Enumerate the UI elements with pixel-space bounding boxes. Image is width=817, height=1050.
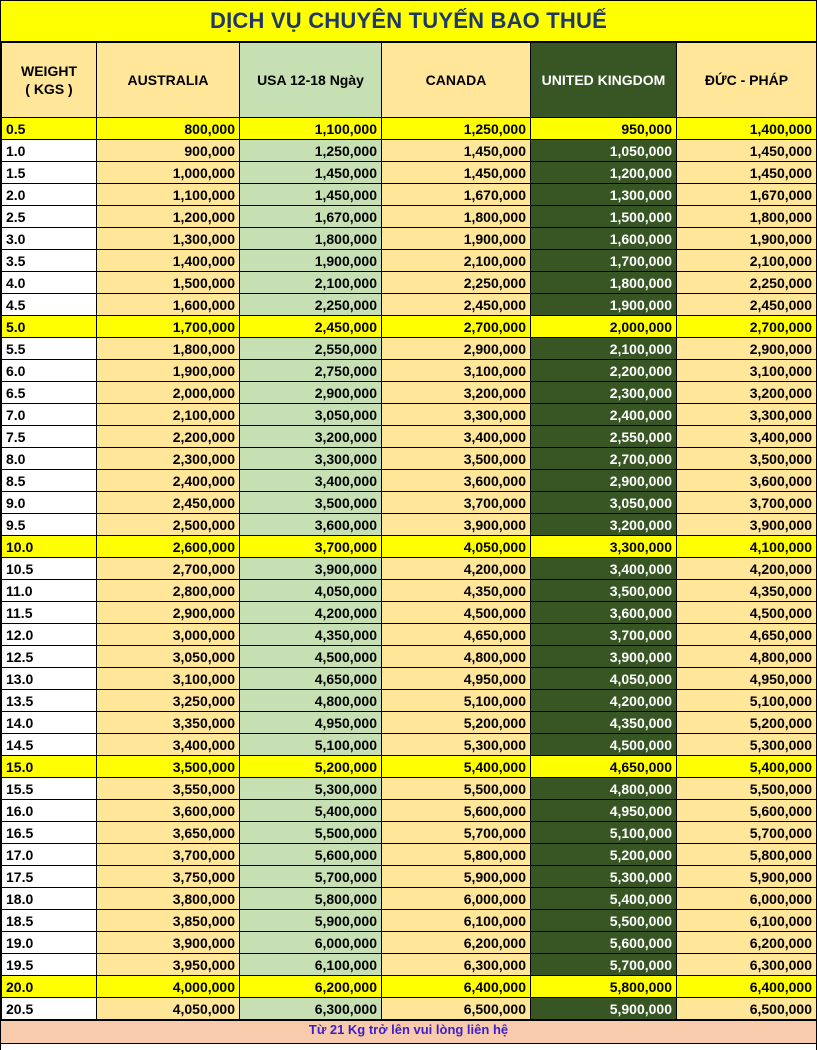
cell-germany-france: 4,100,000	[677, 536, 817, 558]
cell-united-kingdom: 2,900,000	[531, 470, 677, 492]
table-row	[2, 492, 817, 514]
table-row	[2, 118, 817, 140]
cell-germany-france: 4,950,000	[677, 668, 817, 690]
cell-usa: 2,750,000	[240, 360, 382, 382]
cell-canada: 4,500,000	[382, 602, 531, 624]
cell-weight: 3.5	[2, 250, 97, 272]
table-row	[2, 162, 817, 184]
cell-weight: 4.5	[2, 294, 97, 316]
cell-usa: 3,600,000	[240, 514, 382, 536]
cell-usa: 5,400,000	[240, 800, 382, 822]
cell-united-kingdom: 3,300,000	[531, 536, 677, 558]
table-row	[2, 866, 817, 888]
cell-weight: 8.5	[2, 470, 97, 492]
cell-usa: 4,350,000	[240, 624, 382, 646]
cell-canada: 3,200,000	[382, 382, 531, 404]
table-row	[2, 338, 817, 360]
cell-weight: 11.0	[2, 580, 97, 602]
cell-germany-france: 5,300,000	[677, 734, 817, 756]
table-row	[2, 206, 817, 228]
cell-weight: 5.0	[2, 316, 97, 338]
table-row	[2, 184, 817, 206]
table-row	[2, 976, 817, 998]
cell-weight: 12.5	[2, 646, 97, 668]
cell-germany-france: 2,100,000	[677, 250, 817, 272]
cell-canada: 6,100,000	[382, 910, 531, 932]
cell-usa: 6,100,000	[240, 954, 382, 976]
cell-united-kingdom: 1,500,000	[531, 206, 677, 228]
cell-united-kingdom: 1,900,000	[531, 294, 677, 316]
cell-canada: 1,450,000	[382, 162, 531, 184]
cell-weight: 5.5	[2, 338, 97, 360]
table-row	[2, 250, 817, 272]
cell-usa: 5,200,000	[240, 756, 382, 778]
cell-usa: 4,050,000	[240, 580, 382, 602]
cell-weight: 15.5	[2, 778, 97, 800]
cell-germany-france: 5,600,000	[677, 800, 817, 822]
cell-australia: 4,050,000	[97, 998, 240, 1020]
cell-united-kingdom: 3,200,000	[531, 514, 677, 536]
cell-canada: 6,400,000	[382, 976, 531, 998]
cell-canada: 4,650,000	[382, 624, 531, 646]
cell-united-kingdom: 4,650,000	[531, 756, 677, 778]
cell-canada: 5,400,000	[382, 756, 531, 778]
cell-canada: 3,400,000	[382, 426, 531, 448]
header-weight-unit: ( KGS )	[25, 81, 73, 97]
cell-germany-france: 1,450,000	[677, 140, 817, 162]
cell-canada: 4,950,000	[382, 668, 531, 690]
cell-canada: 5,800,000	[382, 844, 531, 866]
cell-weight: 4.0	[2, 272, 97, 294]
cell-weight: 3.0	[2, 228, 97, 250]
cell-united-kingdom: 2,200,000	[531, 360, 677, 382]
table-row	[2, 272, 817, 294]
cell-united-kingdom: 5,500,000	[531, 910, 677, 932]
cell-germany-france: 6,300,000	[677, 954, 817, 976]
cell-canada: 4,200,000	[382, 558, 531, 580]
cell-usa: 3,900,000	[240, 558, 382, 580]
cell-australia: 3,000,000	[97, 624, 240, 646]
table-row	[2, 822, 817, 844]
cell-australia: 3,350,000	[97, 712, 240, 734]
cell-germany-france: 3,200,000	[677, 382, 817, 404]
cell-weight: 13.0	[2, 668, 97, 690]
cell-united-kingdom: 2,000,000	[531, 316, 677, 338]
cell-australia: 2,500,000	[97, 514, 240, 536]
cell-australia: 1,200,000	[97, 206, 240, 228]
header-weight	[2, 43, 97, 118]
cell-australia: 3,250,000	[97, 690, 240, 712]
cell-united-kingdom: 3,500,000	[531, 580, 677, 602]
cell-canada: 5,200,000	[382, 712, 531, 734]
cell-australia: 4,000,000	[97, 976, 240, 998]
cell-united-kingdom: 4,950,000	[531, 800, 677, 822]
cell-australia: 1,000,000	[97, 162, 240, 184]
cell-usa: 1,100,000	[240, 118, 382, 140]
cell-australia: 2,000,000	[97, 382, 240, 404]
cell-usa: 4,200,000	[240, 602, 382, 624]
header-row	[2, 43, 817, 118]
cell-germany-france: 5,800,000	[677, 844, 817, 866]
cell-australia: 3,900,000	[97, 932, 240, 954]
cell-weight: 9.0	[2, 492, 97, 514]
cell-canada: 2,900,000	[382, 338, 531, 360]
cell-germany-france: 3,600,000	[677, 470, 817, 492]
cell-weight: 10.5	[2, 558, 97, 580]
cell-australia: 900,000	[97, 140, 240, 162]
table-row	[2, 470, 817, 492]
cell-australia: 2,200,000	[97, 426, 240, 448]
cell-usa: 3,300,000	[240, 448, 382, 470]
cell-australia: 3,950,000	[97, 954, 240, 976]
cell-canada: 1,450,000	[382, 140, 531, 162]
cell-usa: 5,900,000	[240, 910, 382, 932]
table-row	[2, 294, 817, 316]
cell-weight: 2.5	[2, 206, 97, 228]
cell-canada: 5,900,000	[382, 866, 531, 888]
table-row	[2, 404, 817, 426]
cell-australia: 3,650,000	[97, 822, 240, 844]
cell-germany-france: 5,700,000	[677, 822, 817, 844]
cell-canada: 6,000,000	[382, 888, 531, 910]
cell-united-kingdom: 3,700,000	[531, 624, 677, 646]
cell-canada: 1,900,000	[382, 228, 531, 250]
table-row	[2, 954, 817, 976]
cell-united-kingdom: 5,400,000	[531, 888, 677, 910]
cell-united-kingdom: 2,300,000	[531, 382, 677, 404]
cell-usa: 5,100,000	[240, 734, 382, 756]
cell-united-kingdom: 2,400,000	[531, 404, 677, 426]
table-row	[2, 536, 817, 558]
cell-germany-france: 4,200,000	[677, 558, 817, 580]
cell-canada: 3,600,000	[382, 470, 531, 492]
cell-canada: 3,500,000	[382, 448, 531, 470]
cell-australia: 1,700,000	[97, 316, 240, 338]
cell-australia: 3,850,000	[97, 910, 240, 932]
cell-weight: 6.0	[2, 360, 97, 382]
cell-weight: 14.5	[2, 734, 97, 756]
cell-united-kingdom: 4,200,000	[531, 690, 677, 712]
header-united-kingdom: UNITED KINGDOM	[531, 43, 677, 118]
cell-germany-france: 3,900,000	[677, 514, 817, 536]
cell-canada: 3,300,000	[382, 404, 531, 426]
cell-united-kingdom: 4,050,000	[531, 668, 677, 690]
cell-germany-france: 3,700,000	[677, 492, 817, 514]
cell-canada: 4,050,000	[382, 536, 531, 558]
cell-germany-france: 3,400,000	[677, 426, 817, 448]
cell-united-kingdom: 4,500,000	[531, 734, 677, 756]
table-row	[2, 778, 817, 800]
cell-united-kingdom: 950,000	[531, 118, 677, 140]
table-row	[2, 360, 817, 382]
cell-canada: 3,700,000	[382, 492, 531, 514]
cell-usa: 5,800,000	[240, 888, 382, 910]
cell-weight: 18.0	[2, 888, 97, 910]
table-row	[2, 668, 817, 690]
table-row	[2, 910, 817, 932]
cell-germany-france: 1,400,000	[677, 118, 817, 140]
header-germany-france: ĐỨC - PHÁP	[677, 43, 817, 118]
cell-australia: 3,100,000	[97, 668, 240, 690]
cell-usa: 4,950,000	[240, 712, 382, 734]
cell-weight: 15.0	[2, 756, 97, 778]
cell-united-kingdom: 1,300,000	[531, 184, 677, 206]
cell-germany-france: 4,800,000	[677, 646, 817, 668]
cell-germany-france: 1,800,000	[677, 206, 817, 228]
table-row	[2, 316, 817, 338]
cell-australia: 2,300,000	[97, 448, 240, 470]
table-row	[2, 624, 817, 646]
cell-usa: 1,450,000	[240, 184, 382, 206]
cell-australia: 3,050,000	[97, 646, 240, 668]
table-row	[2, 756, 817, 778]
cell-australia: 2,700,000	[97, 558, 240, 580]
cell-australia: 1,500,000	[97, 272, 240, 294]
cell-weight: 2.0	[2, 184, 97, 206]
table-row	[2, 228, 817, 250]
cell-weight: 1.5	[2, 162, 97, 184]
cell-united-kingdom: 5,800,000	[531, 976, 677, 998]
cell-weight: 18.5	[2, 910, 97, 932]
cell-australia: 1,400,000	[97, 250, 240, 272]
cell-canada: 5,700,000	[382, 822, 531, 844]
cell-united-kingdom: 3,400,000	[531, 558, 677, 580]
cell-usa: 1,670,000	[240, 206, 382, 228]
header-australia: AUSTRALIA	[97, 43, 240, 118]
cell-germany-france: 2,700,000	[677, 316, 817, 338]
cell-weight: 20.0	[2, 976, 97, 998]
cell-usa: 5,700,000	[240, 866, 382, 888]
cell-united-kingdom: 5,600,000	[531, 932, 677, 954]
cell-australia: 1,800,000	[97, 338, 240, 360]
cell-germany-france: 6,100,000	[677, 910, 817, 932]
cell-canada: 2,700,000	[382, 316, 531, 338]
table-row	[2, 580, 817, 602]
cell-usa: 5,300,000	[240, 778, 382, 800]
cell-united-kingdom: 5,700,000	[531, 954, 677, 976]
cell-weight: 17.0	[2, 844, 97, 866]
cell-canada: 2,450,000	[382, 294, 531, 316]
table-row	[2, 448, 817, 470]
cell-australia: 3,600,000	[97, 800, 240, 822]
cell-united-kingdom: 5,900,000	[531, 998, 677, 1020]
cell-germany-france: 6,200,000	[677, 932, 817, 954]
cell-germany-france: 3,100,000	[677, 360, 817, 382]
cell-united-kingdom: 3,600,000	[531, 602, 677, 624]
cell-weight: 19.0	[2, 932, 97, 954]
cell-usa: 2,550,000	[240, 338, 382, 360]
cell-canada: 1,250,000	[382, 118, 531, 140]
cell-usa: 3,500,000	[240, 492, 382, 514]
cell-australia: 2,450,000	[97, 492, 240, 514]
table-row	[2, 712, 817, 734]
cell-weight: 14.0	[2, 712, 97, 734]
cell-germany-france: 3,300,000	[677, 404, 817, 426]
cell-usa: 5,600,000	[240, 844, 382, 866]
cell-germany-france: 5,900,000	[677, 866, 817, 888]
table-row	[2, 800, 817, 822]
cell-germany-france: 1,670,000	[677, 184, 817, 206]
cell-weight: 16.0	[2, 800, 97, 822]
cell-australia: 3,750,000	[97, 866, 240, 888]
cell-weight: 0.5	[2, 118, 97, 140]
cell-united-kingdom: 1,700,000	[531, 250, 677, 272]
table-row	[2, 514, 817, 536]
cell-united-kingdom: 1,600,000	[531, 228, 677, 250]
cell-australia: 3,400,000	[97, 734, 240, 756]
cell-germany-france: 1,450,000	[677, 162, 817, 184]
table-row	[2, 998, 817, 1020]
cell-canada: 6,500,000	[382, 998, 531, 1020]
cell-germany-france: 6,400,000	[677, 976, 817, 998]
table-row	[2, 140, 817, 162]
table-row	[2, 382, 817, 404]
cell-weight: 1.0	[2, 140, 97, 162]
cell-united-kingdom: 2,550,000	[531, 426, 677, 448]
cell-australia: 1,600,000	[97, 294, 240, 316]
cell-australia: 2,400,000	[97, 470, 240, 492]
cell-canada: 3,100,000	[382, 360, 531, 382]
cell-usa: 1,800,000	[240, 228, 382, 250]
cell-united-kingdom: 4,800,000	[531, 778, 677, 800]
cell-australia: 3,700,000	[97, 844, 240, 866]
table-row	[2, 426, 817, 448]
cell-germany-france: 1,900,000	[677, 228, 817, 250]
page-title: DỊCH VỤ CHUYÊN TUYẾN BAO THUẾ	[1, 0, 816, 42]
cell-canada: 4,350,000	[382, 580, 531, 602]
cell-australia: 3,800,000	[97, 888, 240, 910]
cell-usa: 6,300,000	[240, 998, 382, 1020]
header-canada: CANADA	[382, 43, 531, 118]
cell-usa: 2,250,000	[240, 294, 382, 316]
cell-canada: 2,100,000	[382, 250, 531, 272]
cell-weight: 16.5	[2, 822, 97, 844]
cell-germany-france: 4,350,000	[677, 580, 817, 602]
cell-united-kingdom: 4,350,000	[531, 712, 677, 734]
cell-australia: 2,100,000	[97, 404, 240, 426]
cell-united-kingdom: 5,200,000	[531, 844, 677, 866]
cell-germany-france: 4,650,000	[677, 624, 817, 646]
cell-canada: 5,300,000	[382, 734, 531, 756]
cell-weight: 11.5	[2, 602, 97, 624]
cell-weight: 6.5	[2, 382, 97, 404]
cell-australia: 3,550,000	[97, 778, 240, 800]
cell-germany-france: 6,000,000	[677, 888, 817, 910]
cell-canada: 1,670,000	[382, 184, 531, 206]
cell-weight: 8.0	[2, 448, 97, 470]
cell-weight: 20.5	[2, 998, 97, 1020]
cell-germany-france: 2,450,000	[677, 294, 817, 316]
cell-weight: 7.5	[2, 426, 97, 448]
cell-germany-france: 3,500,000	[677, 448, 817, 470]
cell-weight: 13.5	[2, 690, 97, 712]
cell-united-kingdom: 1,800,000	[531, 272, 677, 294]
cell-germany-france: 5,200,000	[677, 712, 817, 734]
cell-canada: 5,100,000	[382, 690, 531, 712]
cell-united-kingdom: 2,100,000	[531, 338, 677, 360]
cell-united-kingdom: 5,300,000	[531, 866, 677, 888]
cell-australia: 1,900,000	[97, 360, 240, 382]
cell-canada: 3,900,000	[382, 514, 531, 536]
cell-united-kingdom: 3,050,000	[531, 492, 677, 514]
cell-canada: 6,300,000	[382, 954, 531, 976]
cell-usa: 2,450,000	[240, 316, 382, 338]
cell-australia: 3,500,000	[97, 756, 240, 778]
cell-usa: 1,450,000	[240, 162, 382, 184]
cell-usa: 3,700,000	[240, 536, 382, 558]
cell-usa: 6,000,000	[240, 932, 382, 954]
cell-usa: 4,800,000	[240, 690, 382, 712]
cell-germany-france: 5,500,000	[677, 778, 817, 800]
cell-usa: 6,200,000	[240, 976, 382, 998]
cell-germany-france: 6,500,000	[677, 998, 817, 1020]
table-row	[2, 844, 817, 866]
cell-weight: 12.0	[2, 624, 97, 646]
cell-united-kingdom: 3,900,000	[531, 646, 677, 668]
cell-australia: 1,100,000	[97, 184, 240, 206]
cell-usa: 3,400,000	[240, 470, 382, 492]
cell-canada: 4,800,000	[382, 646, 531, 668]
table-row	[2, 646, 817, 668]
cell-canada: 1,800,000	[382, 206, 531, 228]
table-row	[2, 690, 817, 712]
table-row	[2, 558, 817, 580]
cell-australia: 2,600,000	[97, 536, 240, 558]
cell-united-kingdom: 5,100,000	[531, 822, 677, 844]
cell-canada: 2,250,000	[382, 272, 531, 294]
cell-usa: 4,650,000	[240, 668, 382, 690]
cell-weight: 10.0	[2, 536, 97, 558]
cell-usa: 3,050,000	[240, 404, 382, 426]
cell-germany-france: 2,250,000	[677, 272, 817, 294]
cell-usa: 5,500,000	[240, 822, 382, 844]
cell-canada: 5,500,000	[382, 778, 531, 800]
cell-united-kingdom: 1,050,000	[531, 140, 677, 162]
cell-united-kingdom: 1,200,000	[531, 162, 677, 184]
cell-united-kingdom: 2,700,000	[531, 448, 677, 470]
cell-usa: 1,900,000	[240, 250, 382, 272]
cell-weight: 19.5	[2, 954, 97, 976]
cell-australia: 2,900,000	[97, 602, 240, 624]
footer-note: Từ 21 Kg trở lên vui lòng liên hệ	[1, 1020, 816, 1044]
cell-weight: 7.0	[2, 404, 97, 426]
cell-germany-france: 2,900,000	[677, 338, 817, 360]
cell-australia: 1,300,000	[97, 228, 240, 250]
cell-usa: 4,500,000	[240, 646, 382, 668]
cell-germany-france: 4,500,000	[677, 602, 817, 624]
cell-australia: 2,800,000	[97, 580, 240, 602]
cell-usa: 1,250,000	[240, 140, 382, 162]
cell-weight: 17.5	[2, 866, 97, 888]
header-weight-label: WEIGHT	[21, 63, 77, 79]
cell-usa: 3,200,000	[240, 426, 382, 448]
table-row	[2, 932, 817, 954]
table-row	[2, 888, 817, 910]
table-row	[2, 734, 817, 756]
cell-germany-france: 5,100,000	[677, 690, 817, 712]
cell-usa: 2,100,000	[240, 272, 382, 294]
price-table	[1, 42, 817, 1020]
cell-canada: 6,200,000	[382, 932, 531, 954]
cell-canada: 5,600,000	[382, 800, 531, 822]
table-row	[2, 602, 817, 624]
header-usa: USA 12-18 Ngày	[240, 43, 382, 118]
cell-usa: 2,900,000	[240, 382, 382, 404]
cell-australia: 800,000	[97, 118, 240, 140]
cell-weight: 9.5	[2, 514, 97, 536]
cell-germany-france: 5,400,000	[677, 756, 817, 778]
